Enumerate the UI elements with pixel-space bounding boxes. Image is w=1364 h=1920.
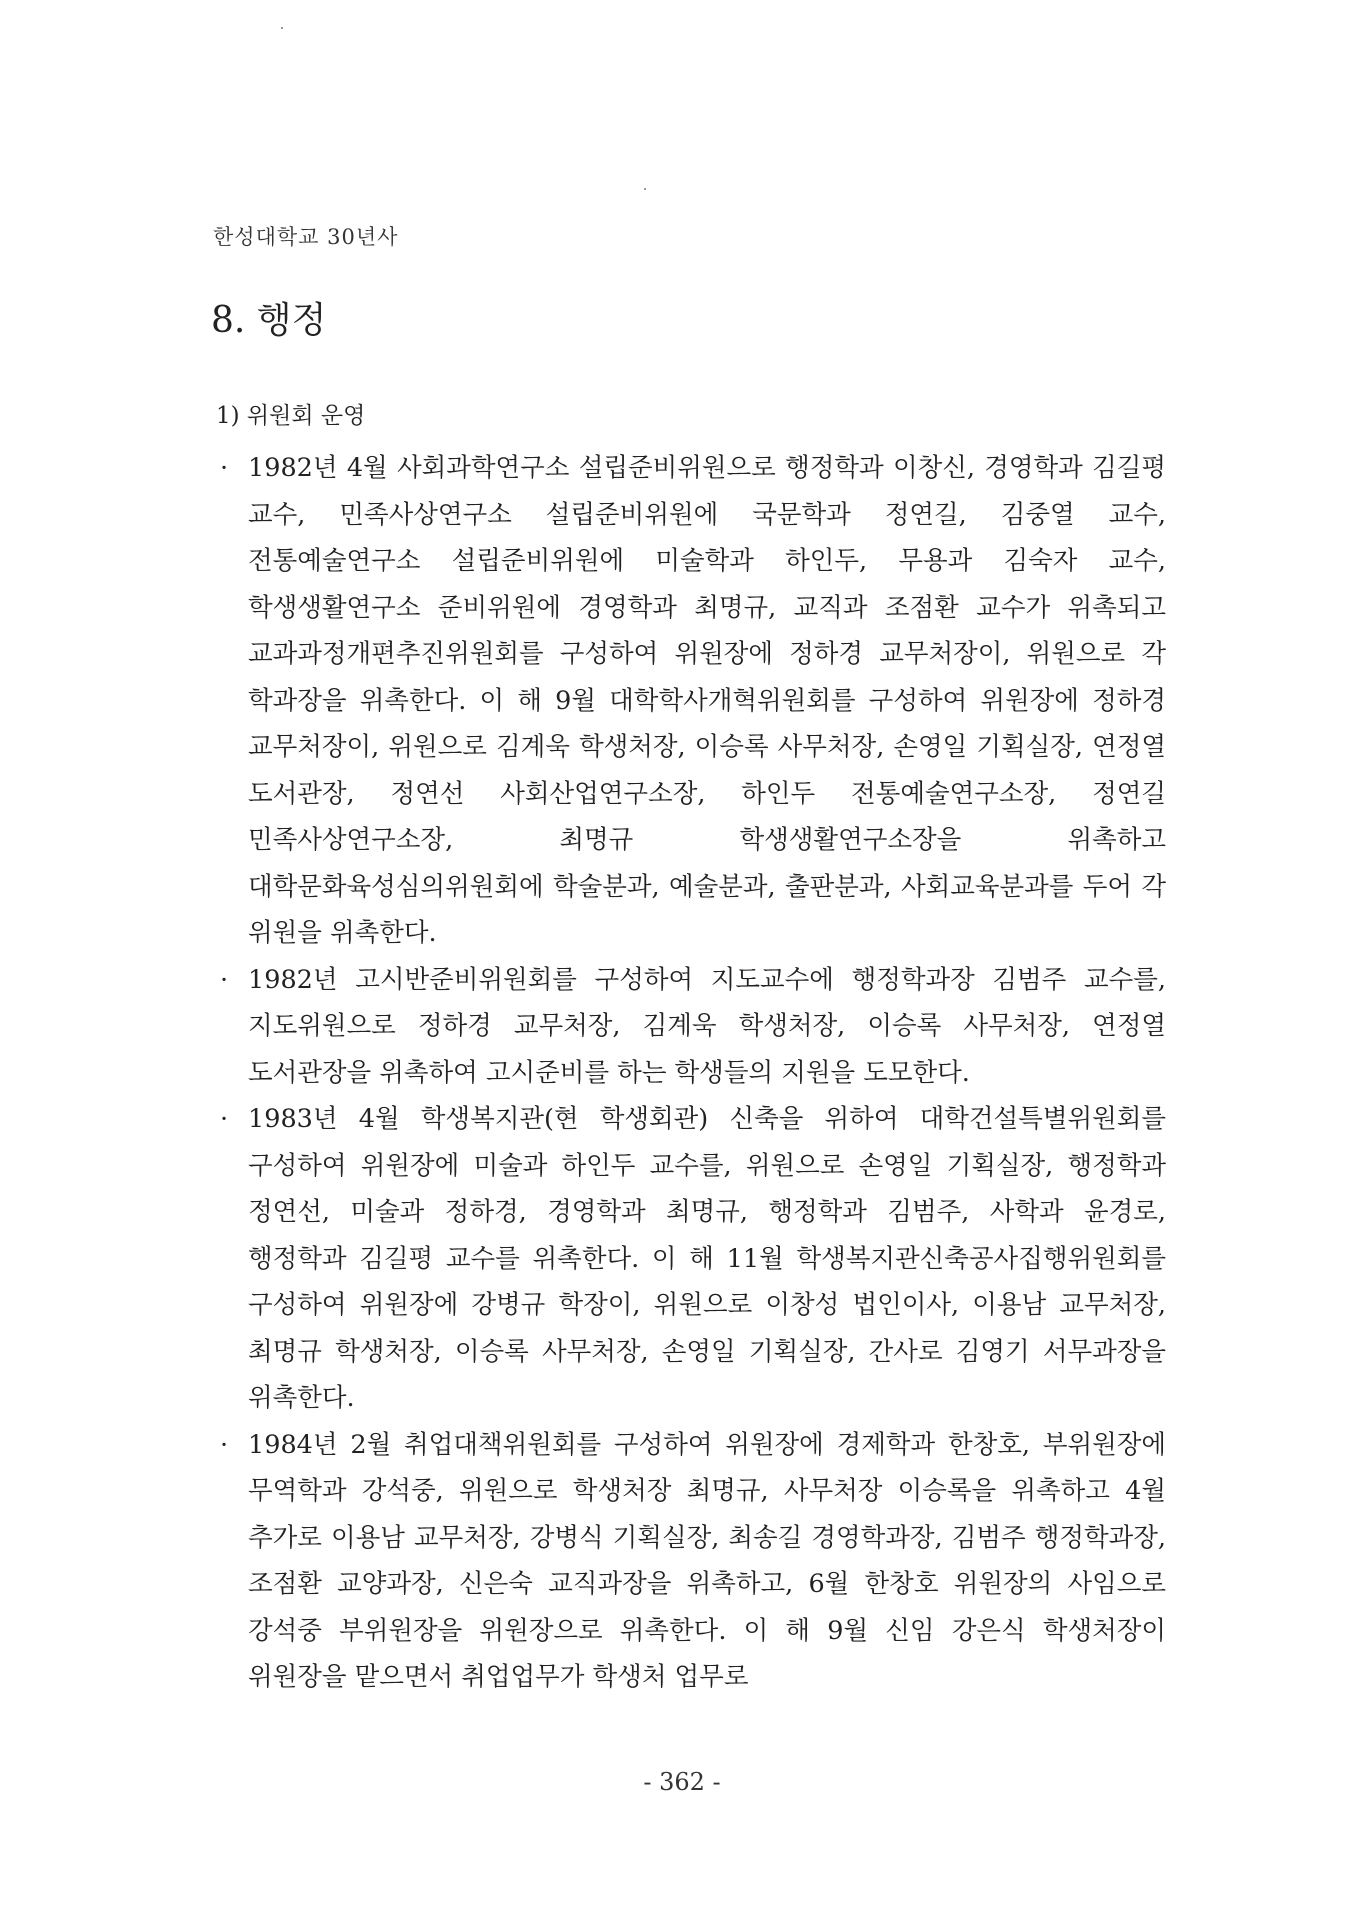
body-content — [216, 445, 1166, 1701]
paragraph-1982-exam-committee — [216, 957, 1166, 1097]
paragraph-text: 1983년 4월 학생복지관(현 학생회관) 신축을 위하여 대학건설특별위원회를 구성하여 위원장에 미술과 하인두 교수를, 위원으로 손영일 기획실장, 행정학과 정연선, 미술과 정하경, 경영학과 최명규, 행정학과 김범주, 사학과 윤경로, 행정학과 김길평 교수를 위촉한다. 이 해 11월 학생복지관신축공사집행위원회를 구성하여 위원장에 강병규 학장이, 위원으로 이창성 법인이사, 이용남 교무처장, 최명규 학생처장, 이승록 사무처장, 손영일 기획실장, 간사로 김영기 서무과장을 위촉한다. — [248, 1104, 1166, 1413]
scan-speck — [644, 188, 646, 190]
bullet-mark: · — [220, 1104, 229, 1134]
paragraph-1982-committees — [216, 445, 1166, 957]
bullet-mark: · — [220, 453, 229, 483]
paragraph-1983-construction-committee — [216, 1096, 1166, 1422]
paragraph-1984-employment-committee — [216, 1422, 1166, 1701]
paragraph-text: 1982년 고시반준비위원회를 구성하여 지도교수에 행정학과장 김범주 교수를, 지도위원으로 정하경 교무처장, 김계욱 학생처장, 이승록 사무처장, 연정열 도서관장을 위촉하여 고시준비를 하는 학생들의 지원을 도모한다. — [248, 964, 1166, 1088]
scan-speck — [281, 27, 283, 29]
running-header: 한성대학교 30년사 — [213, 225, 399, 249]
section-title: 8. 행정 — [211, 300, 327, 341]
paragraph-text: 1984년 2월 취업대책위원회를 구성하여 위원장에 경제학과 한창호, 부위원장에 무역학과 강석중, 위원으로 학생처장 최명규, 사무처장 이승록을 위촉하고 4월 추가로 이용남 교무처장, 강병식 기획실장, 최송길 경영학과장, 김범주 행정학과장, 조점환 교양과장, 신은숙 교직과장을 위촉하고, 6월 한창호 위원장의 사임으로 강석중 부위원장을 위원장으로 위촉한다. 이 해 9월 신임 강은식 학생처장이 위원장을 맡으면서 취업업무가 학생처 업무로 — [248, 1429, 1166, 1692]
page-number: - 362 - — [643, 1768, 721, 1796]
subsection-title: 1) 위원회 운영 — [216, 403, 366, 429]
bullet-mark: · — [220, 1429, 229, 1460]
paragraph-text: 1982년 4월 사회과학연구소 설립준비위원으로 행정학과 이창신, 경영학과 김길평 교수, 민족사상연구소 설립준비위원에 국문학과 정연길, 김중열 교수, 전통예술연구소 설립준비위원에 미술학과 하인두, 무용과 김숙자 교수, 학생생활연구소 준비위원에 경영학과 최명규, 교직과 조점환 교수가 위촉되고 교과과정개편추진위원회를 구성하여 위원장에 정하경 교무처장이, 위원으로 각 학과장을 위촉한다. 이 해 9월 대학학사개혁위원회를 구성하여 위원장에 정하경 교무처장이, 위원으로 김계욱 학생처장, 이승록 사무처장, 손영일 기획실장, 연정열 도서관장, 정연선 사회산업연구소장, 하인두 전통예술연구소장, 정연길 민족사상연구소장, 최명규 학생생활연구소장을 위촉하고 대학문화육성심의위원회에 학술분과, 예술분과, 출판분과, 사회교육분과를 두어 각 위원을 위촉한다. — [248, 453, 1166, 948]
bullet-mark: · — [220, 964, 229, 995]
